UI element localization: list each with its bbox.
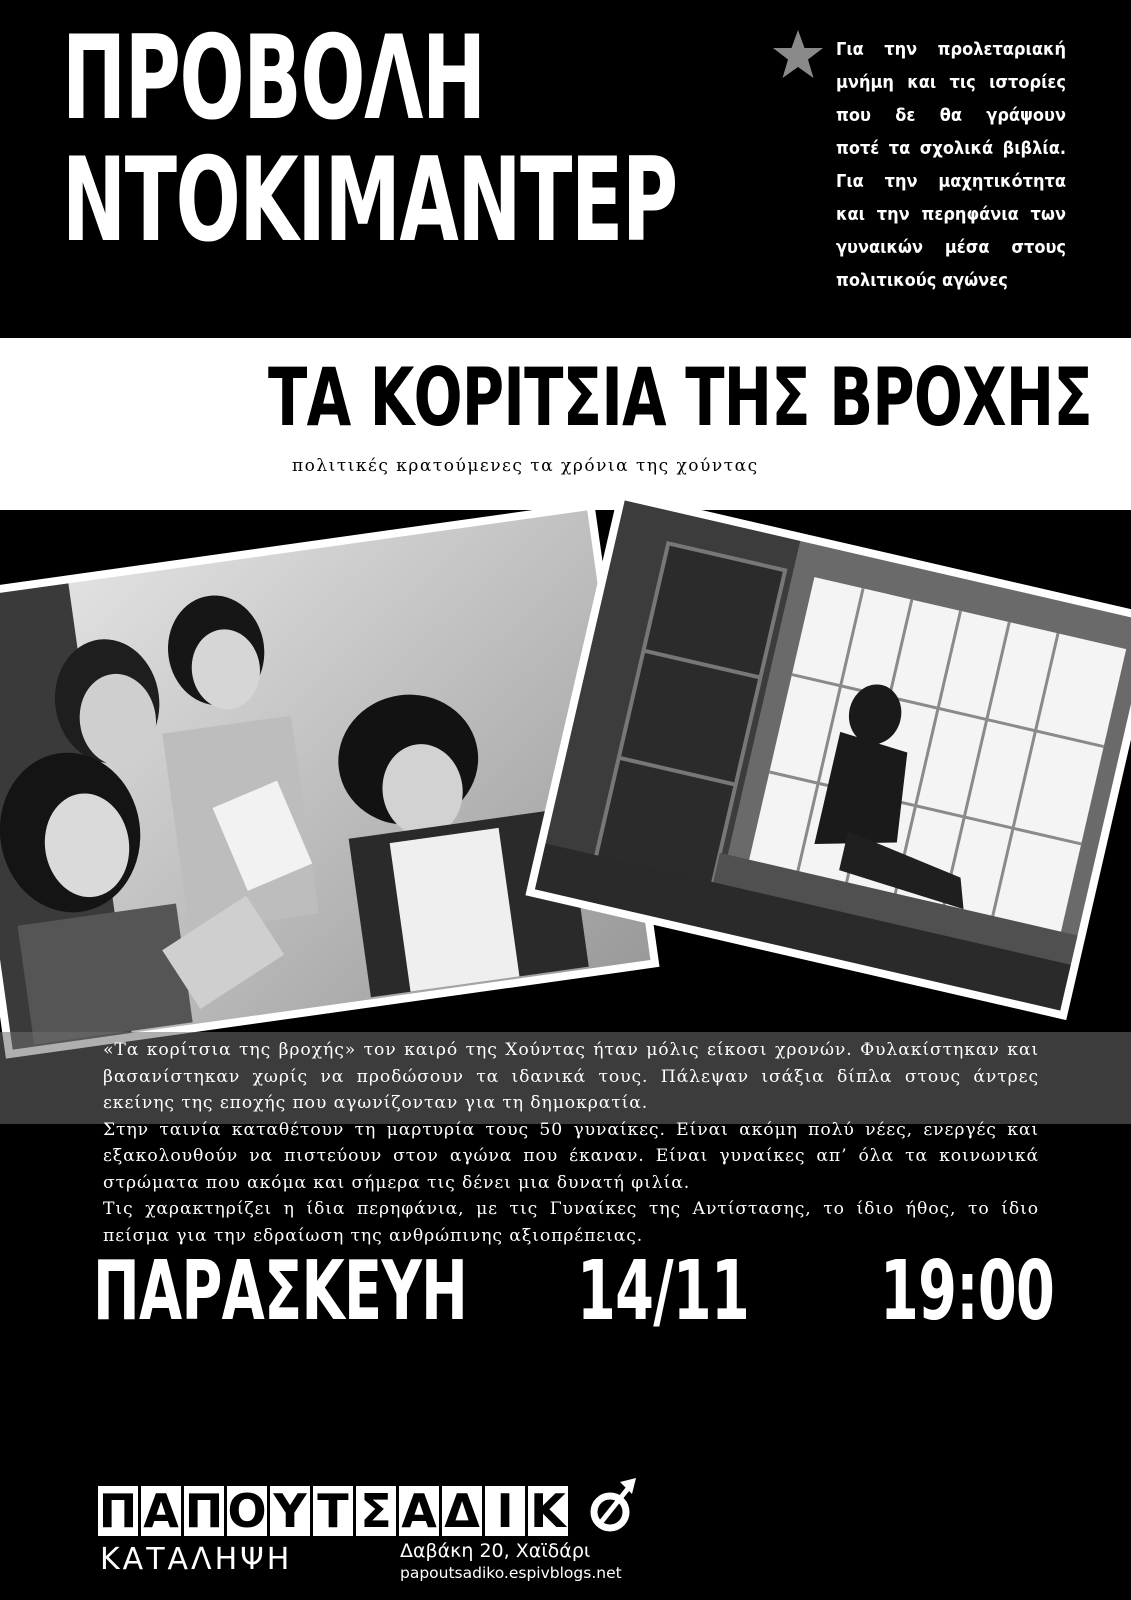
logo-letter: Σ [356,1486,396,1536]
tagline-line: ποτέ τα σχολικά βιβλία. [836,138,1066,159]
logo-o-arrow-icon [590,1476,638,1534]
tagline-line: Για την μαχητικότητα [836,171,1066,192]
logo-letter: Ι [485,1486,525,1536]
venue-website[interactable]: papoutsadiko.espivblogs.net [400,1564,622,1582]
tagline-line: που δε θα γράψουν [836,105,1066,126]
main-title-line-2: ΝΤΟΚΙΜΑΝΤΕΡ [62,133,677,268]
main-title [62,11,677,268]
logo-letter: Ο [227,1484,267,1538]
logo-letter: Κ [528,1486,568,1536]
film-subtitle: πολιτικές κρατούμενες τα χρόνια της χούντας [292,456,759,476]
tagline [836,33,1066,297]
tagline-line: μνήμη και τις ιστορίες [836,72,1066,93]
description-paragraph: Τις χαρακτηρίζει η ίδια περηφάνια, με τις Γυναίκες της Αντίστασης, το ίδιο ήθος, το ίδιο πείσμα για την εδραίωση της ανθρώπινης αξιοπρέπειας. [103,1199,1039,1246]
event-date: 14/11 [577,1244,750,1339]
logo-letter: Α [141,1486,181,1536]
star-icon [770,28,826,82]
tagline-line: γυναικών μέσα στους [836,237,1066,258]
description-paragraph: «Τα κορίτσια της βροχής» τον καιρό της Χούντας ήταν μόλις είκοσι χρονών. Φυλακίστηκαν και βασανίστηκαν χωρίς να προδώσουν τα ιδανικά τους. Πάλεψαν ισάξια δίπλα στους άντρες εκείνης της εποχής που αγωνίζονταν για τη δημοκρατία. [103,1040,1039,1113]
tagline-line: και την περηφάνια των [836,204,1066,225]
event-time: 19:00 [880,1244,1055,1339]
logo-letter: Π [98,1484,138,1538]
logo-letter: Δ [442,1486,482,1536]
logo-letter: Π [184,1484,224,1538]
main-title-line-1: ΠΡΟΒΟΛΗ [62,11,485,146]
tagline-line: πολιτικούς αγώνες [836,270,1008,291]
event-day: ΠΑΡΑΣΚΕΥΗ [93,1244,468,1339]
venue-logo [98,1486,571,1536]
film-title-band [0,338,1131,510]
tagline-line: Για την προλεταριακή [836,39,1066,60]
logo-letter: Α [399,1486,439,1536]
film-title: ΤΑ ΚΟΡΙΤΣΙΑ ΤΗΣ ΒΡΟΧΗΣ [268,351,1092,444]
logo-letter: Τ [313,1486,353,1536]
header-section [0,0,1131,338]
venue-address: Δαβάκη 20, Χαϊδάρι [400,1540,591,1562]
description-paragraph: Στην ταινία καταθέτουν τη μαρτυρία τους 50 γυναίκες. Είναι ακόμη πολύ νέες, ενεργές και εξακολουθούν να πιστεύουν στον αγώνα που έκαναν. Είναι γυναίκες απ’ όλα τα κοινωνικά στρώματα που ακόμα και σήμερα τις δένει μια δυνατή φιλία. [103,1119,1039,1193]
logo-letter: Υ [270,1486,310,1536]
description [103,1037,1039,1249]
occupation-label: ΚΑΤΑΛΗΨΗ [100,1542,293,1577]
